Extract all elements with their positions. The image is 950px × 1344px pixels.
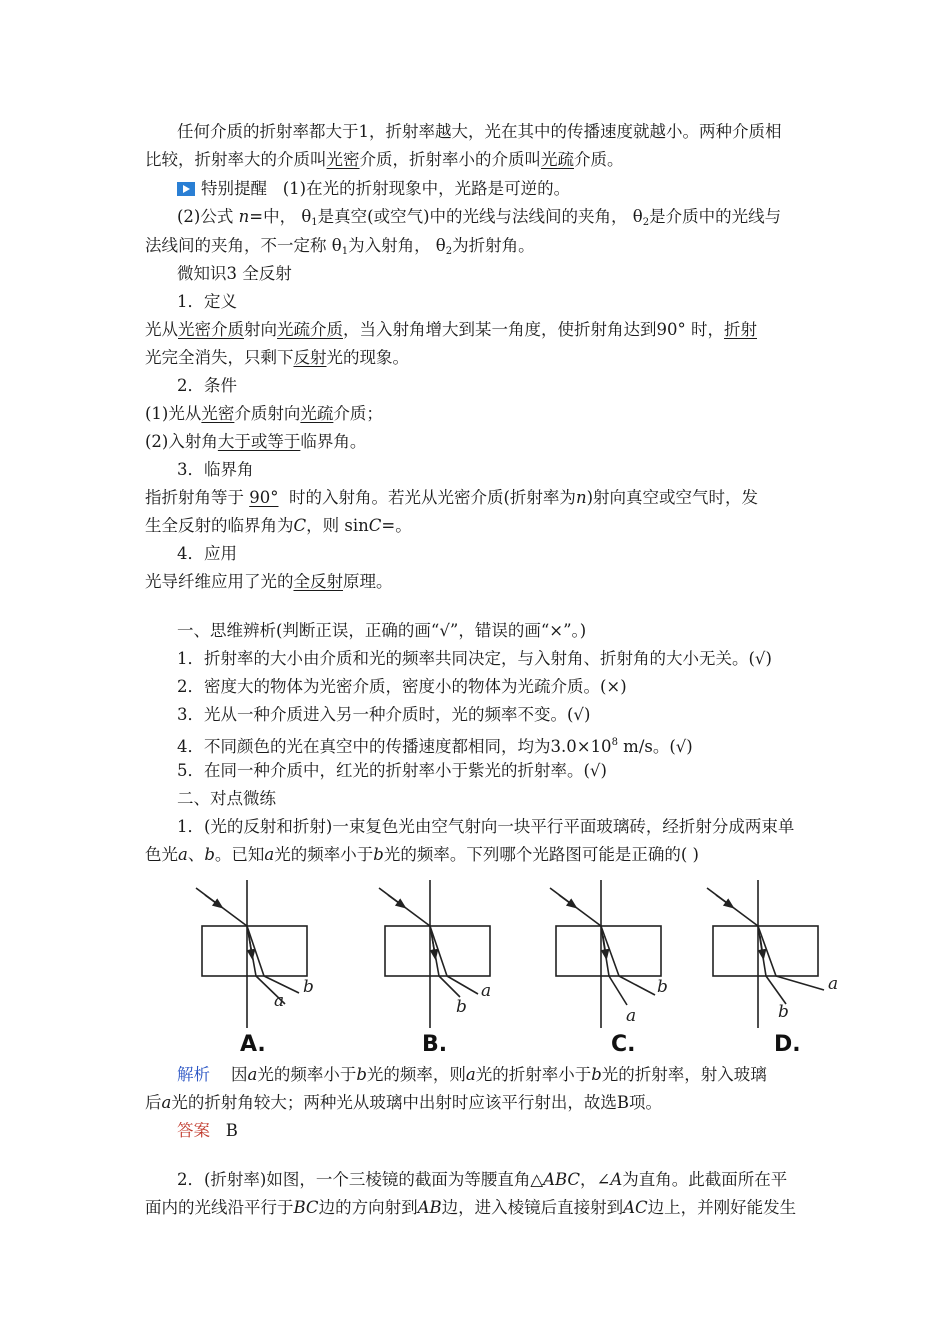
paragraph: (1)光从光密介质射向光疏介质； (145, 404, 383, 423)
question-text: 色光a、b。已知a光的频率小于b光的频率。下列哪个光路图可能是正确的( ) (145, 845, 699, 864)
judgement-item: 4．不同颜色的光在真空中的传播速度都相同，均为$3.0\times 10^8$ m/s。(√) (177, 737, 693, 756)
figure-c (550, 880, 661, 1028)
section-heading: 二、对点微练 (177, 789, 276, 808)
figure-a (196, 880, 307, 1028)
tip-line: 特别提醒 (1)在光的折射现象中，光路是可逆的。 (177, 178, 570, 200)
answer-value: B (225, 1121, 238, 1140)
ray-label-b: b (303, 977, 314, 997)
ray-label-a: a (828, 974, 839, 994)
optics-figures (190, 878, 850, 1058)
paragraph: 光导纤维应用了光的全反射原理。 (145, 572, 393, 591)
ray-label-a: a (626, 1006, 637, 1026)
section-heading: 微知识3 全反射 (177, 264, 292, 283)
judgement-item: 1．折射率的大小由介质和光的频率共同决定，与入射角、折射角的大小无关。(√) (177, 649, 772, 668)
paragraph: 指折射角等于 90° 时的入射角。若光从光密介质(折射率为n)射向真空或空气时，发 (145, 488, 759, 507)
subheading: 3．临界角 (177, 460, 254, 479)
subheading: 4．应用 (177, 544, 237, 563)
solution-text: 后a光的折射角较大；两种光从玻璃中出射时应该平行射出，故选B项。 (145, 1093, 662, 1112)
term: 光疏 (541, 150, 574, 169)
answer-label: 答案 (177, 1121, 210, 1140)
question-text: 面内的光线沿平行于BC边的方向射到AB边，进入棱镜后直接射到AC边上，并刚好能发生 (145, 1198, 797, 1217)
judgement-item: 3．光从一种介质进入另一种介质时，光的频率不变。(√) (177, 705, 591, 724)
question-text: 1．(光的反射和折射)一束复色光由空气射向一块平行平面玻璃砖，经折射分成两束单 (177, 817, 795, 836)
ray-label-b: b (456, 997, 467, 1017)
subheading: 2．条件 (177, 376, 237, 395)
figure-d (707, 880, 824, 1028)
paragraph: 光完全消失，只剩下反射光的现象。 (145, 348, 409, 367)
paragraph: (2)入射角大于或等于临界角。 (145, 432, 367, 451)
paragraph: 比较，折射率大的介质叫光密介质，折射率小的介质叫光疏介质。 (145, 150, 624, 169)
paragraph: 光从光密介质射向光疏介质，当入射角增大到某一角度，使折射角达到90° 时，折射 (145, 320, 757, 339)
option-label-d: D. (774, 1032, 801, 1057)
question-text: 2．(折射率)如图，一个三棱镜的截面为等腰直角△ABC，∠A为直角。此截面所在平 (177, 1170, 788, 1189)
solution-label: 解析 (177, 1065, 210, 1084)
subheading: 1．定义 (177, 292, 237, 311)
solution-text: 解析 因a光的频率小于b光的频率，则a光的折射率小于b光的折射率，射入玻璃 (177, 1065, 767, 1084)
judgement-item: 2．密度大的物体为光密介质，密度小的物体为光疏介质。(×) (177, 677, 627, 696)
option-label-b: B. (422, 1032, 448, 1057)
term: 光密 (326, 150, 360, 169)
play-icon (177, 182, 195, 196)
section-heading: 一、思维辨析(判断正误，正确的画“√”，错误的画“×”。) (177, 621, 587, 640)
judgement-item: 5．在同一种介质中，红光的折射率小于紫光的折射率。(√) (177, 761, 607, 780)
ray-label-a: a (274, 991, 285, 1011)
ray-label-b: b (778, 1002, 789, 1022)
figure-b (379, 880, 490, 1028)
ray-label-b: b (657, 977, 668, 997)
paragraph: 法线间的夹角，不一定称 $\theta_1$为入射角， $\theta_2$为折射角。 (145, 236, 535, 257)
answer-line (177, 1120, 238, 1142)
paragraph: (2)公式 n=中， $\theta_1$是真空(或空气)中的光线与法线间的夹角， $\theta_2$是介质中的光线与 (177, 207, 782, 228)
option-label-a: A. (240, 1032, 266, 1057)
ray-label-a: a (481, 981, 492, 1001)
paragraph: 生全反射的临界角为C，则 sinC=。 (145, 516, 412, 535)
option-label-c: C. (611, 1032, 636, 1057)
paragraph: 任何介质的折射率都大于1，折射率越大，光在其中的传播速度就越小。两种介质相 (177, 122, 782, 141)
